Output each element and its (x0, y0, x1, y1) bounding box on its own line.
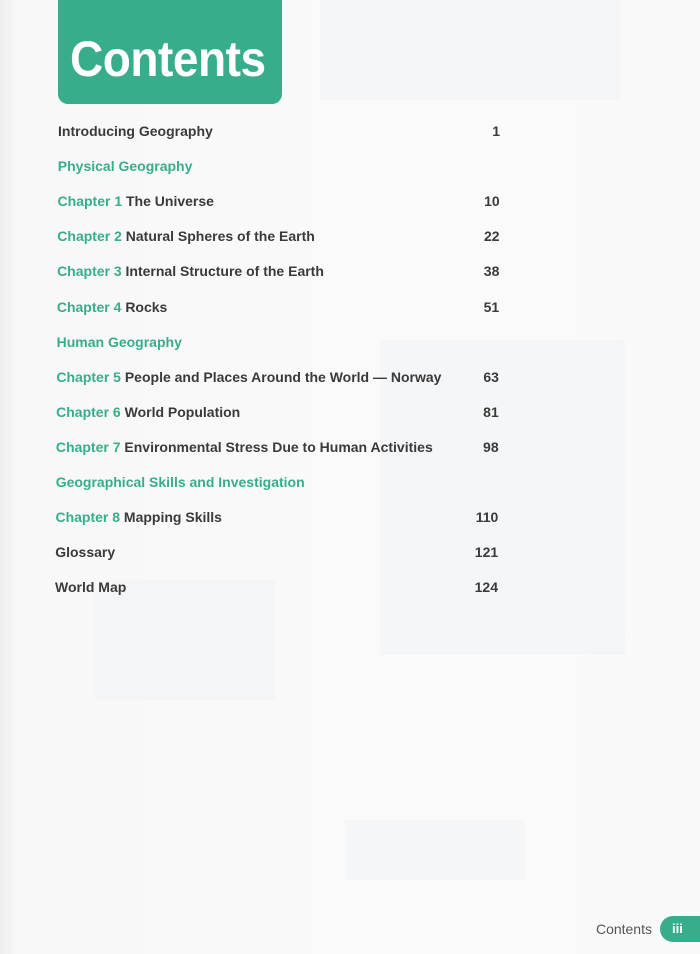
section-heading-text: Human Geography (56, 333, 182, 350)
toc-entry (56, 366, 499, 388)
entry-title: World Population (124, 403, 241, 420)
chapter-number: Chapter 5 (56, 368, 121, 385)
chapter-number: Chapter 8 (55, 509, 121, 526)
toc-entry (55, 541, 498, 563)
entry-label (57, 225, 315, 247)
entry-label (55, 506, 221, 528)
section-heading-text: Geographical Skills and Investigation (55, 474, 305, 490)
chapter-number: Chapter 4 (56, 298, 122, 315)
toc-entry (58, 120, 500, 142)
footer-section-label: Contents (595, 921, 652, 937)
page-number: 98 (483, 438, 499, 455)
entry-title: World Map (55, 579, 127, 596)
entry-label (57, 260, 324, 282)
entry-label (56, 436, 433, 458)
page-title: Contents (70, 31, 266, 87)
page-number: 10 (484, 193, 500, 210)
entry-label (58, 120, 213, 142)
entry-title: Mapping Skills (123, 509, 222, 526)
entry-title: Environmental Stress Due to Human Activities (124, 438, 433, 455)
entry-label (56, 401, 240, 423)
entry-label (58, 190, 214, 212)
toc-entry (56, 436, 499, 458)
section-heading-text: Physical Geography (57, 158, 193, 175)
chapter-number: Chapter 6 (56, 403, 121, 420)
page-number: 51 (483, 298, 500, 315)
entry-title: Introducing Geography (58, 123, 213, 139)
page-number: 38 (483, 263, 500, 280)
section-heading (56, 471, 499, 493)
toc-entry (58, 190, 500, 212)
toc-entry (56, 401, 499, 423)
page-number: 81 (483, 403, 499, 420)
entry-label (57, 331, 182, 353)
entry-title: Internal Structure of the Earth (125, 263, 324, 280)
page-number: 124 (474, 579, 498, 596)
entry-label (55, 576, 126, 598)
page-number: 63 (483, 368, 499, 385)
faded-background-image (345, 820, 525, 880)
chapter-number: Chapter 7 (55, 438, 121, 455)
entry-label (57, 296, 168, 318)
chapter-number: Chapter 1 (57, 193, 123, 210)
page-number: 22 (483, 228, 500, 245)
toc-entry (57, 260, 499, 282)
section-heading (57, 331, 499, 353)
footer-page-number: iii (660, 916, 700, 942)
entry-title: The Universe (126, 193, 214, 210)
entry-title: People and Places Around the World — Norway (124, 368, 442, 385)
section-heading (58, 155, 500, 177)
entry-label (56, 366, 441, 388)
entry-label (56, 471, 305, 493)
chapter-number: Chapter 3 (57, 263, 122, 280)
page-number: 110 (475, 509, 499, 526)
page-number: 121 (474, 544, 499, 561)
toc-entry (55, 576, 498, 598)
entry-label (58, 155, 193, 177)
page-number: 1 (492, 123, 500, 139)
toc-entry (57, 296, 499, 318)
entry-label (55, 541, 115, 563)
toc-entry (55, 506, 498, 528)
toc-entry (57, 225, 499, 247)
entry-title: Natural Spheres of the Earth (125, 228, 315, 245)
entry-title: Glossary (55, 544, 116, 561)
chapter-number: Chapter 2 (57, 228, 122, 245)
entry-title: Rocks (125, 298, 168, 315)
